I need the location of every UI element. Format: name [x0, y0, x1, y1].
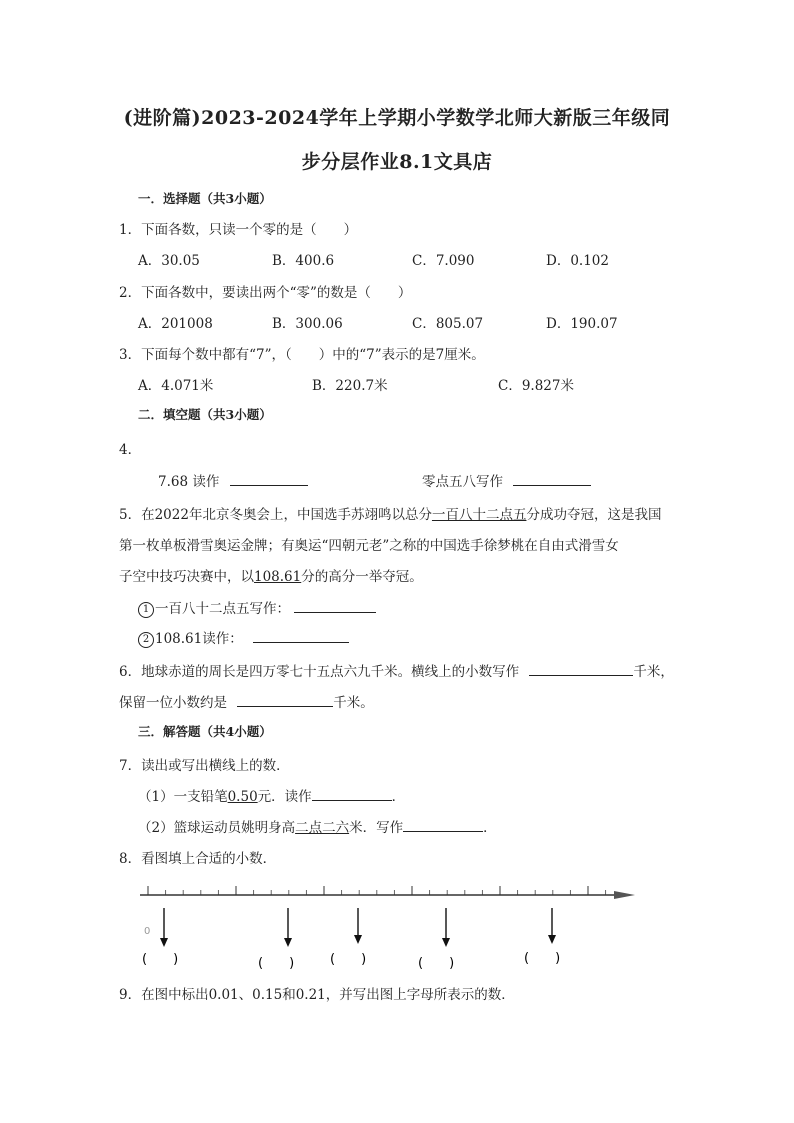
question-4-left	[158, 470, 308, 490]
question-1-option-c: C．7.090	[412, 253, 475, 269]
question-6-text: 保留一位小数约是	[119, 695, 227, 711]
circled-number: 1	[138, 602, 154, 618]
question-5-underlined-score: 一百八十二点五	[431, 507, 527, 523]
question-5-text: 5．在2022年北京冬奥会上，中国选手苏翊鸣以总分	[119, 507, 432, 523]
zero-label: 0	[144, 926, 151, 937]
question-7-underlined-value: 0.50	[227, 789, 258, 805]
question-7-text: 米．写作	[349, 820, 404, 836]
answer-blank[interactable]	[312, 786, 392, 801]
question-3-option-c: C．9.827米	[498, 378, 574, 394]
question-3-option-a: A．4.071米	[138, 378, 214, 394]
question-2-option-d: D．190.07	[546, 316, 618, 332]
question-6-text: 千米。	[333, 695, 374, 711]
question-2-option-b: B．300.06	[272, 316, 343, 332]
answer-blank[interactable]	[294, 598, 376, 613]
question-5-sub-2	[138, 627, 349, 648]
answer-parentheses-5[interactable]: ( )	[524, 951, 561, 966]
question-7-text: （2）篮球运动员姚明身高	[138, 820, 296, 836]
question-5-text: 分的高分一举夺冠。	[301, 569, 423, 585]
document-title-line-2: 步分层作业8.1文具店	[301, 151, 493, 173]
question-5-sub-2-text: 108.61读作：	[155, 631, 243, 647]
answer-parentheses-3[interactable]: ( )	[330, 952, 367, 967]
section-heading-fill: 二．填空题（共3小题）	[138, 407, 272, 422]
question-7-text: ．	[391, 789, 406, 805]
question-1-option-a: A．30.05	[138, 253, 200, 269]
number-line-arrowhead	[614, 891, 635, 899]
number-line-ticks	[148, 886, 606, 895]
answer-blank[interactable]	[513, 471, 591, 486]
circled-number: 2	[138, 632, 154, 648]
answer-parentheses-2[interactable]: ( )	[258, 956, 295, 971]
answer-blank[interactable]	[253, 628, 349, 643]
question-3-option-b: B．220.7米	[312, 378, 388, 394]
question-4-right-text: 零点五八写作	[422, 474, 503, 490]
question-8-stem: 8．看图填上合适的小数．	[119, 851, 277, 867]
question-7-text: ．	[483, 820, 497, 836]
question-5-line-3	[119, 565, 423, 585]
question-2-stem: 2．下面各数中，要读出两个“零”的数是（ ）	[119, 285, 412, 301]
pointer-arrowhead-2	[284, 938, 292, 947]
question-7-text: 元．读作	[257, 789, 312, 805]
document-title-line-1: (进阶篇)2023-2024学年上学期小学数学北师大新版三年级同	[123, 107, 671, 129]
question-6-line-1	[119, 660, 674, 680]
question-5-sub-1	[138, 597, 376, 618]
question-1-option-d: D．0.102	[546, 253, 609, 269]
question-3-stem: 3．下面每个数中都有“7”，（ ）中的“7”表示的是7厘米。	[119, 347, 485, 363]
pointer-arrowhead-5	[548, 935, 556, 944]
question-1-option-b: B．400.6	[272, 253, 335, 269]
answer-blank[interactable]	[237, 692, 333, 707]
question-7-underlined-value: 二点二六	[295, 820, 350, 836]
answer-blank[interactable]	[529, 661, 633, 676]
question-2-option-c: C．805.07	[412, 316, 484, 332]
answer-parentheses-1[interactable]: ( )	[142, 952, 179, 967]
question-5-text: 子空中技巧决赛中，以	[119, 569, 254, 585]
question-7-part-2	[138, 816, 497, 836]
answer-parentheses-4[interactable]: ( )	[418, 956, 455, 971]
section-heading-choice: 一．选择题（共3小题）	[138, 191, 272, 206]
number-line-figure	[130, 874, 650, 974]
question-5-text: 分成功夺冠，这是我国	[526, 507, 662, 523]
answer-blank[interactable]	[403, 817, 483, 832]
question-9-stem: 9．在图中标出0.01、0.15和0.21，并写出图上字母所表示的数．	[119, 987, 515, 1003]
question-4-left-text: 7.68 读作	[158, 474, 220, 490]
pointer-arrowhead-1	[160, 938, 168, 947]
question-1-stem: 1．下面各数，只读一个零的是（ ）	[119, 222, 358, 238]
answer-blank[interactable]	[230, 471, 308, 486]
section-heading-solve: 三．解答题（共4小题）	[138, 724, 272, 739]
question-4-right	[422, 470, 591, 490]
question-7-part-1	[138, 785, 405, 805]
question-5-line-1	[119, 503, 661, 523]
pointer-arrowhead-4	[442, 938, 450, 947]
question-6-text: 6．地球赤道的周长是四万零七十五点六九千米。横线上的小数写作	[119, 664, 520, 680]
question-7-text: （1）一支铅笔	[138, 789, 228, 805]
question-7-stem: 7．读出或写出横线上的数．	[119, 758, 290, 774]
question-4-number: 4．	[119, 442, 142, 458]
question-5-underlined-score: 108.61	[254, 569, 302, 585]
question-5-line-2: 第一枚单板滑雪奥运金牌；有奥运“四朝元老”之称的中国选手徐梦桃在自由式滑雪女	[119, 538, 619, 554]
question-2-option-a: A．201008	[138, 316, 213, 332]
pointer-arrowhead-3	[354, 935, 362, 944]
question-5-sub-1-text: 一百八十二点五写作：	[155, 601, 290, 617]
question-6-line-2	[119, 691, 374, 711]
question-6-text: 千米，	[633, 664, 674, 680]
